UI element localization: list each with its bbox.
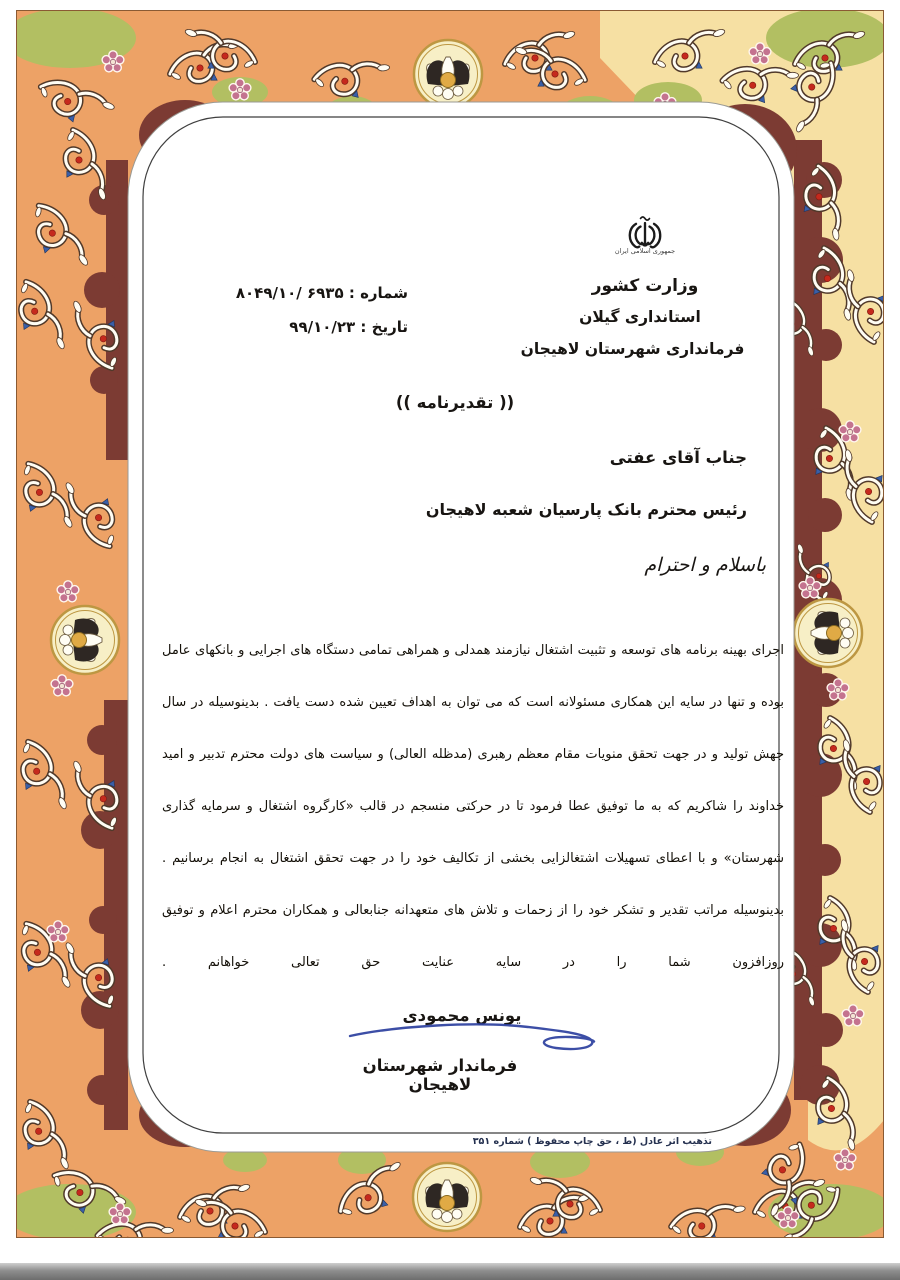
ministry-name: وزارت کشور xyxy=(591,276,699,296)
letter-meta xyxy=(150,276,408,344)
number-value: ۸۰۴۹/۱۰/ ۶۹۳۵ xyxy=(235,284,344,302)
number-label: شماره : xyxy=(348,284,408,302)
print-note: تذهیب اثر عادل (ط ، حق چاپ محفوظ ) شماره ۳۵۱ xyxy=(472,1136,712,1147)
date-label: تاریخ : xyxy=(360,318,408,336)
body-line: اجرای بهینه برنامه های توسعه و تثبیت اشتغال نیازمند همدلی و همراهی تمامی دستگاه های اجرایی و بانکهای عامل بوده و تنها xyxy=(162,643,784,710)
letter-number-line xyxy=(150,276,408,310)
medallion-left xyxy=(51,606,119,674)
letter-date-line xyxy=(150,310,408,344)
province-office-name: استانداری گیلان xyxy=(579,308,701,326)
body-line: حرکتی منسجم در قالب «کارگروه اشتغال و سرمایه گذاری شهرستان» و با اعطای تسهیلات اشتغالزایی بخشی از تکالیف خود را در جهت xyxy=(162,799,784,866)
date-value: ۹۹/۱۰/۲۳ xyxy=(289,318,356,336)
body-line: اعلام و توفیق روزافزون شما را در سایه عنایت حق تعالی خواهانم . xyxy=(162,903,784,970)
signature-stroke xyxy=(346,1018,602,1058)
medallion-top xyxy=(414,40,482,108)
body-line: در سایه این همکاری مسئولانه است که می توان به اهداف تعیین شده دست یافت . بدینوسیله در سال جهش تولید و در جهت تحقق xyxy=(162,695,784,762)
letter-title: (( تقدیرنامه )) xyxy=(395,393,515,412)
signature-name: یونس محمودی xyxy=(402,1006,522,1025)
signature-title: فرماندار شهرستان لاهیجان xyxy=(362,1056,518,1094)
letter-body xyxy=(162,625,784,989)
medallion-bottom xyxy=(413,1163,481,1231)
salutation: باسلام و احترام xyxy=(644,554,766,576)
emblem-caption: جمهوری اسلامی ایران xyxy=(614,247,676,255)
scan-edge-strip xyxy=(0,1263,900,1280)
medallion-right xyxy=(794,599,862,667)
iran-emblem-icon xyxy=(623,214,667,250)
recipient-position: رئیس محترم بانک پارسیان شعبه لاهیجان xyxy=(425,500,747,519)
county-office-name: فرمانداری شهرستان لاهیجان xyxy=(520,340,745,358)
recipient-name: جناب آقای عفتی xyxy=(609,448,747,467)
body-line: منویات مقام معظم رهبری (مدظله العالی) و سیاست های دولت محترم تدبیر و امید خداوند را شاکریم که به ما توفیق عطا فرمود تا در xyxy=(162,747,784,814)
body-line: تحقق اشتغال به انجام برسانیم . بدینوسیله مراتب تقدیر و تشکر خود را از زحمات و تلاش های متعهدانه جنابعالی و همکاران محترم xyxy=(162,851,784,918)
